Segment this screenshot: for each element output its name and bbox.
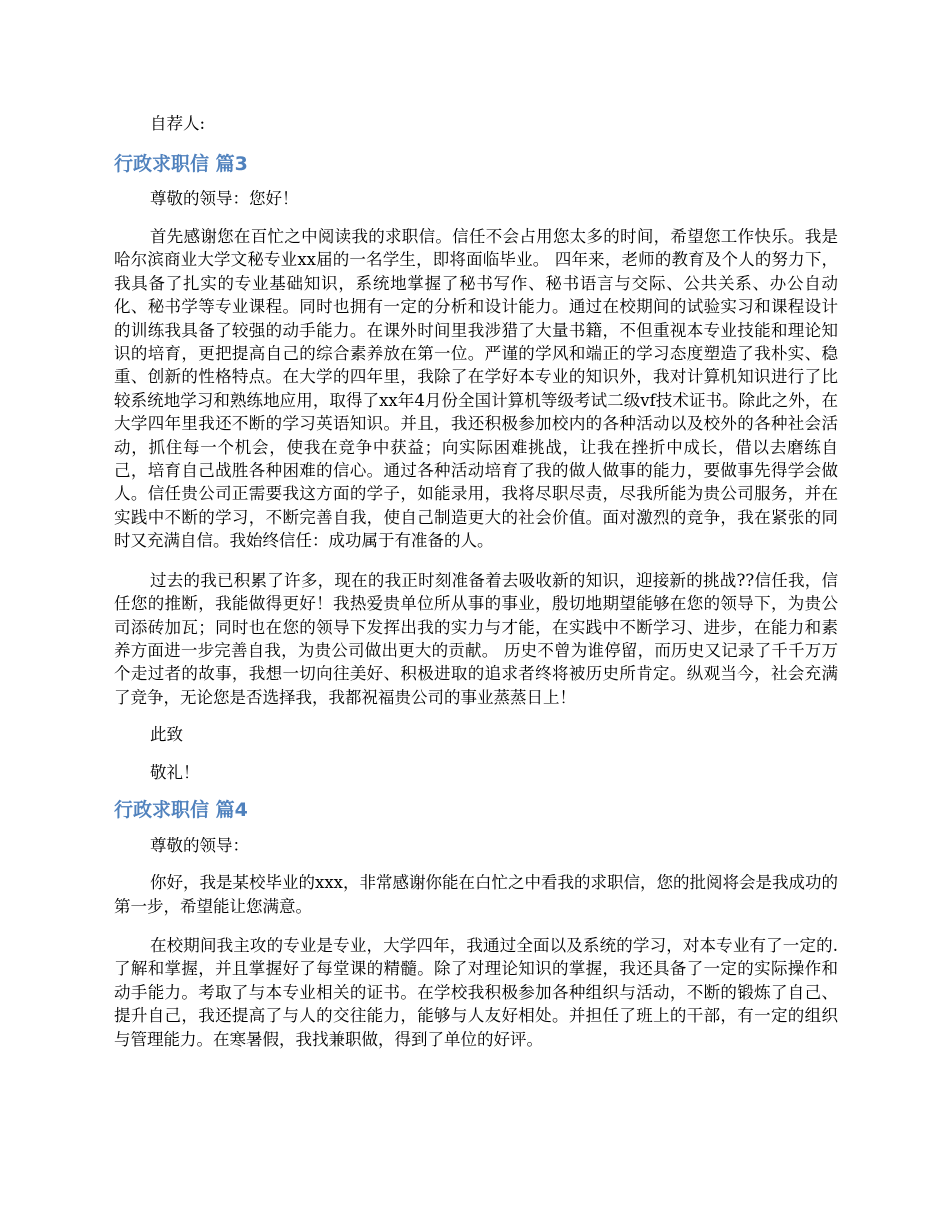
section-3-closing-2: 敬礼！ (150, 763, 200, 783)
section-4-paragraph-2: 在校期间我主攻的专业是专业，大学四年，我通过全面以及系统的学习，对本专业有了一定的.了解和掌握，并且掌握好了每堂课的精髓。除了对理论知识的掌握，我还具备了一定的实际操作和动手能力。考取了与本专业相关的证书。在学校我积极参加各种组织与活动，不断的锻炼了自己、提升自己，我还提高了与人的交往能力，能够与人友好相处。并担任了班上的干部，有一定的组织与管理能力。在寒暑假，我找兼职做，得到了单位的好评。 (114, 935, 838, 1049)
section-4-heading: 行政求职信 篇4 (114, 799, 248, 822)
document-page (114, 112, 838, 1051)
section-3-paragraph-2: 过去的我已积累了许多，现在的我正时刻准备着去吸收新的知识，迎接新的挑战??信任我，信任您的推断，我能做得更好！我热爱贵单位所从事的事业，殷切地期望能够在您的领导下，为贵公司添砖加瓦；同时也在您的领导下发挥出我的实力与才能，在实践中不断学习、进步，在能力和素养方面进一步完善自我，为贵公司做出更大的贡献。 历史不曾为谁停留，而历史又记录了千千万万个走过者的故事，我想一切向往美好、积极进取的追求者终将被历史所肯定。纵观当今，社会充满了竞争，无论您是否选择我，我都祝福贵公司的事业蒸蒸日上！ (114, 570, 838, 707)
section-3-heading: 行政求职信 篇3 (114, 153, 248, 175)
signer-line: 自荐人: (150, 114, 206, 133)
section-3-greeting: 尊敬的领导：您好！ (150, 189, 299, 208)
section-4-paragraph-1: 你好，我是某校毕业的xxx，非常感谢你能在白忙之中看我的求职信，您的批阅将会是我成功的第一步，希望能让您满意。 (114, 873, 838, 916)
section-4-greeting: 尊敬的领导： (150, 836, 249, 856)
section-3-paragraph-1: 首先感谢您在百忙之中阅读我的求职信。信任不会占用您太多的时间，希望您工作快乐。我是哈尔滨商业大学文秘专业xx届的一名学生，即将面临毕业。 四年来，老师的教育及个人的努力下，我具备了扎实的专业基础知识，系统地掌握了秘书写作、秘书语言与交际、公共关系、办公自动化、秘书学等专业课程。同时也拥有一定的分析和设计能力。通过在校期间的试验实习和课程设计的训练我具备了较强的动手能力。在课外时间里我涉猎了大量书籍，不但重视本专业技能和理论知识的培育，更把提高自己的综合素养放在第一位。严谨的学风和端正的学习态度塑造了我朴实、稳重、创新的性格特点。在大学的四年里，我除了在学好本专业的知识外，我对计算机知识进行了比较系统地学习和熟练地应用，取得了xx年4月份全国计算机等级考试二级vf技术证书。除此之外，在大学四年里我还不断的学习英语知识。并且，我还积极参加校内的各种活动以及校外的各种社会活动，抓住每一个机会，使我在竞争中获益；向实际困难挑战，让我在挫折中成长，借以去磨练自己，培育自己战胜各种困难的信心。通过各种活动培育了我的做人做事的能力，要做事先得学会做人。信任贵公司正需要我这方面的学子，如能录用，我将尽职尽责，尽我所能为贵公司服务，并在实践中不断的学习，不断完善自我，使自己制造更大的社会价值。面对激烈的竞争，我在紧张的同时又充满自信。我始终信任：成功属于有准备的人。 (114, 227, 838, 551)
section-3-closing-1: 此致 (150, 725, 183, 745)
